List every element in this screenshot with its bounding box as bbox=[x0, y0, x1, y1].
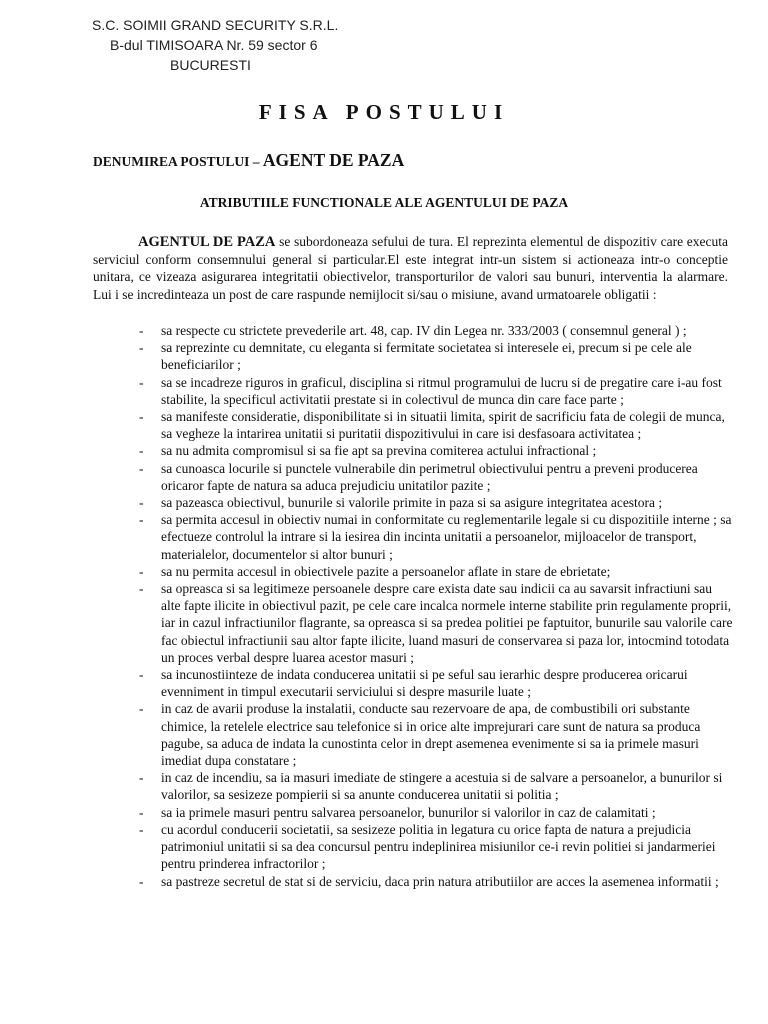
list-item: - sa ia primele masuri pentru salvarea persoanelor, bunurilor si valorilor in caz de calamitati ; bbox=[161, 804, 733, 821]
list-item: - sa nu admita compromisul si sa fie apt sa previna comiterea actului infractional ; bbox=[161, 442, 733, 459]
list-item: - sa opreasca si sa legitimeze persoanele despre care exista date sau indicii ca au savarsit infractiuni sau alte fapte ilicite in obiectivul pazit, pe cele care incalca normele interne stabilite prin regulamente proprii, iar in cazul infractiunilor flagrante, sa opreasca si sa predea politiei pe faptuitor, bunurile sau valorile care fac obiectul infractiunii sau altor fapte ilicite, luand masuri de conservarea si paza lor, intocmind totodata un proces verbal despre luarea acestor masuri ; bbox=[161, 580, 733, 666]
post-name bbox=[93, 150, 404, 171]
post-name-label: DENUMIREA POSTULUI – bbox=[93, 154, 263, 169]
list-item: - sa reprezinte cu demnitate, cu eleganta si fermitate societatea si interesele ei, precum si pe cele ale beneficiarilor ; bbox=[161, 339, 733, 373]
company-city: BUCURESTI bbox=[170, 57, 251, 73]
list-item: - sa manifeste consideratie, disponibilitate si in situatii limita, spirit de sacrificiu fata de colegii de munca, sa vegheze la intarirea unitatii si puritatii dispozitivului in care isi desfasoara activitatea ; bbox=[161, 408, 733, 442]
list-item: - sa se incadreze riguros in graficul, disciplina si ritmul programului de lucru si de pregatire care i-au fost stabilite, la specificul activitatii prestate si in colectivul de munca din care face parte ; bbox=[161, 374, 733, 408]
page-title: FISA POSTULUI bbox=[258, 100, 510, 124]
post-name-value: AGENT DE PAZA bbox=[262, 150, 405, 170]
list-item: - sa pastreze secretul de stat si de serviciu, daca prin natura atributiilor are acces la asemenea informatii ; bbox=[161, 873, 733, 890]
company-name: S.C. SOIMII GRAND SECURITY S.R.L. bbox=[92, 17, 339, 33]
list-item: - sa permita accesul in obiectiv numai in conformitate cu reglementarile legale si cu dispozitiile interne ; sa efectueze controlul la intrare si la iesirea din incinta unitatii a persoanelor, mijloacelor de transport, materialelor, documentelor si altor bunuri ; bbox=[161, 511, 733, 563]
intro-lead: AGENTUL DE PAZA bbox=[138, 234, 276, 250]
list-item: - cu acordul conducerii societatii, sa sesizeze politia in legatura cu orice fapta de natura a prejudicia patrimoniul unitatii si sa dea concursul pentru indeplinirea misiunilor ce-i revin politiei si jandarmeriei pentru prinderea infractorilor ; bbox=[161, 821, 733, 873]
section-subtitle: ATRIBUTIILE FUNCTIONALE ALE AGENTULUI DE PAZA bbox=[199, 195, 569, 210]
duties-list bbox=[161, 322, 733, 890]
list-item: - sa nu permita accesul in obiectivele pazite a persoanelor aflate in stare de ebrietate; bbox=[161, 563, 733, 580]
list-item: - sa incunostiinteze de indata conducerea unitatii si pe seful sau ierarhic despre producerea oricarui evenniment in timpul executarii serviciului si despre masurile luate ; bbox=[161, 666, 733, 700]
company-address: B-dul TIMISOARA Nr. 59 sector 6 bbox=[110, 37, 318, 53]
intro-text: se subordoneaza sefului de tura. El reprezinta elementul de dispozitiv care executa serviciul conform consemnului general si particular.El este integrat intr-un sistem si actioneaza intr-o conceptie unitara, ce vizeaza asigurarea integritatii obiectivelor, transporturilor de valori sau bunuri, interventia la alarmare. Lui i se incredinteaza un post de care raspunde nemijlocit si/sau o misiune, avand urmatoarele obligatii : bbox=[93, 234, 728, 302]
intro-paragraph bbox=[93, 233, 728, 303]
list-item: - sa respecte cu strictete prevederile art. 48, cap. IV din Legea nr. 333/2003 ( consemnul general ) ; bbox=[161, 322, 733, 339]
list-item: - in caz de avarii produse la instalatii, conducte sau rezervoare de apa, de combustibili ori substante chimice, la retelele electrice sau telefonice si in orice alte imprejurari care sunt de natura sa produca pagube, sa aduca de indata la cunostinta celor in drept asemenea evenimente si sa ia primele masuri imediat dupa constatare ; bbox=[161, 700, 733, 769]
list-item: - in caz de incendiu, sa ia masuri imediate de stingere a acestuia si de salvare a persoanelor, a bunurilor si valorilor, sa sesizeze pompierii si sa anunte conducerea unitatii si politia ; bbox=[161, 769, 733, 803]
list-item: - sa pazeasca obiectivul, bunurile si valorile primite in paza si sa asigure integritatea acestora ; bbox=[161, 494, 733, 511]
list-item: - sa cunoasca locurile si punctele vulnerabile din perimetrul obiectivului pentru a preveni producerea oricaror fapte de natura sa aduca prejudiciu unitatilor pazite ; bbox=[161, 460, 733, 494]
